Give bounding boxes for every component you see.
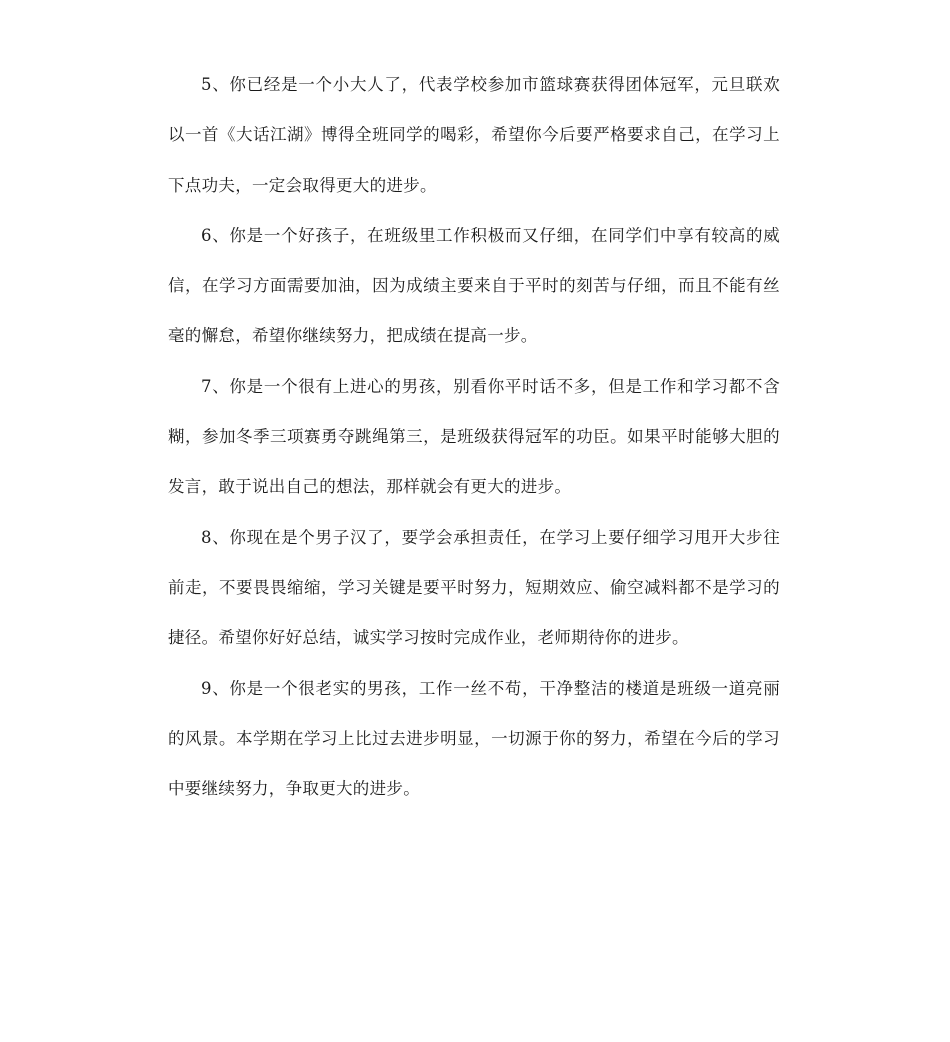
comment-paragraph-7: 7、你是一个很有上进心的男孩，别看你平时话不多，但是工作和学习都不含糊，参加冬季三项赛勇夺跳绳第三，是班级获得冠军的功臣。如果平时能够大胆的发言，敢于说出自己的想法，那样就会有更大的进步。 [168, 376, 780, 497]
comment-paragraph-6: 6、你是一个好孩子，在班级里工作积极而又仔细，在同学们中享有较高的威信，在学习方面需要加油，因为成绩主要来自于平时的刻苦与仔细，而且不能有丝毫的懈怠，希望你继续努力，把成绩在提高一步。 [168, 225, 780, 346]
comment-paragraph-8: 8、你现在是个男子汉了，要学会承担责任，在学习上要仔细学习甩开大步往前走，不要畏畏缩缩，学习关键是要平时努力，短期效应、偷空减料都不是学习的捷径。希望你好好总结，诚实学习按时完成作业，老师期待你的进步。 [168, 527, 780, 648]
comment-paragraph-5: 5、你已经是一个小大人了，代表学校参加市篮球赛获得团体冠军，元旦联欢以一首《大话江湖》博得全班同学的喝彩，希望你今后要严格要求自己，在学习上下点功夫，一定会取得更大的进步。 [168, 75, 780, 195]
comment-paragraph-9: 9、你是一个很老实的男孩，工作一丝不苟，干净整洁的楼道是班级一道亮丽的风景。本学期在学习上比过去进步明显，一切源于你的努力，希望在今后的学习中要继续努力，争取更大的进步。 [168, 678, 780, 799]
document-body [168, 60, 780, 814]
